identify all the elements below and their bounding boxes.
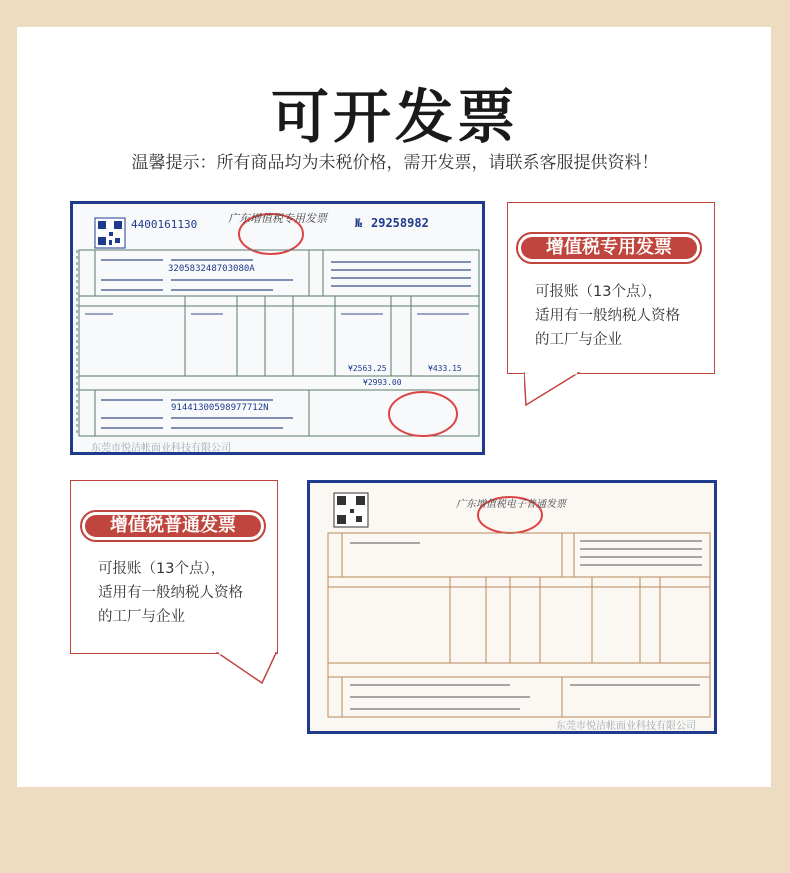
special-invoice-desc — [535, 280, 680, 352]
normal-invoice-drawing — [310, 483, 717, 734]
bubble-tail — [524, 372, 584, 408]
seller-tax-id: 91441300598977712N — [171, 403, 269, 413]
special-invoice-badge-label: 增值税专用发票 — [521, 237, 697, 259]
desc-line: 适用有一般纳税人资格 — [535, 308, 680, 324]
qr-code-icon — [95, 218, 125, 248]
buyer-tax-id: 320583248703080A — [168, 264, 255, 274]
page-title: 可开发票 — [270, 83, 519, 151]
invoice-tax: ¥433.15 — [428, 364, 462, 373]
normal-invoice-desc — [98, 557, 243, 629]
special-invoice-badge — [516, 232, 702, 264]
invoice-watermark: 东莞市悦洁帐面业科技有限公司 — [556, 721, 696, 732]
invoice-number: 29258982 — [371, 216, 429, 230]
normal-invoice-badge-label: 增值税普通发票 — [85, 515, 261, 537]
invoice-code: 4400161130 — [131, 218, 198, 231]
invoice-total: ¥2993.00 — [363, 378, 402, 387]
invoice-number-prefix: № — [355, 216, 363, 230]
invoice-amount: ¥2563.25 — [348, 364, 387, 373]
desc-line: 的工厂与企业 — [98, 609, 185, 625]
invoice-header: 广东增值税电子普通发票 — [456, 499, 566, 510]
company-seal-icon — [389, 392, 457, 436]
special-invoice-drawing — [73, 204, 485, 455]
invoice-watermark: 东莞市悦洁帐面业科技有限公司 — [91, 443, 231, 454]
special-invoice-image — [70, 201, 485, 455]
desc-line: 可报账（13个点）， — [98, 561, 226, 577]
page-subtitle: 温馨提示：所有商品均为未税价格，需开发票，请联系客服提供资料！ — [131, 153, 659, 173]
normal-invoice-badge — [80, 510, 266, 542]
desc-line: 可报账（13个点）， — [535, 284, 663, 300]
qr-code-icon — [334, 493, 368, 527]
desc-line: 的工厂与企业 — [535, 332, 622, 348]
invoice-header: 广东增值税专用发票 — [228, 212, 327, 225]
normal-invoice-image — [307, 480, 717, 734]
bubble-tail — [214, 652, 280, 686]
desc-line: 适用有一般纳税人资格 — [98, 585, 243, 601]
